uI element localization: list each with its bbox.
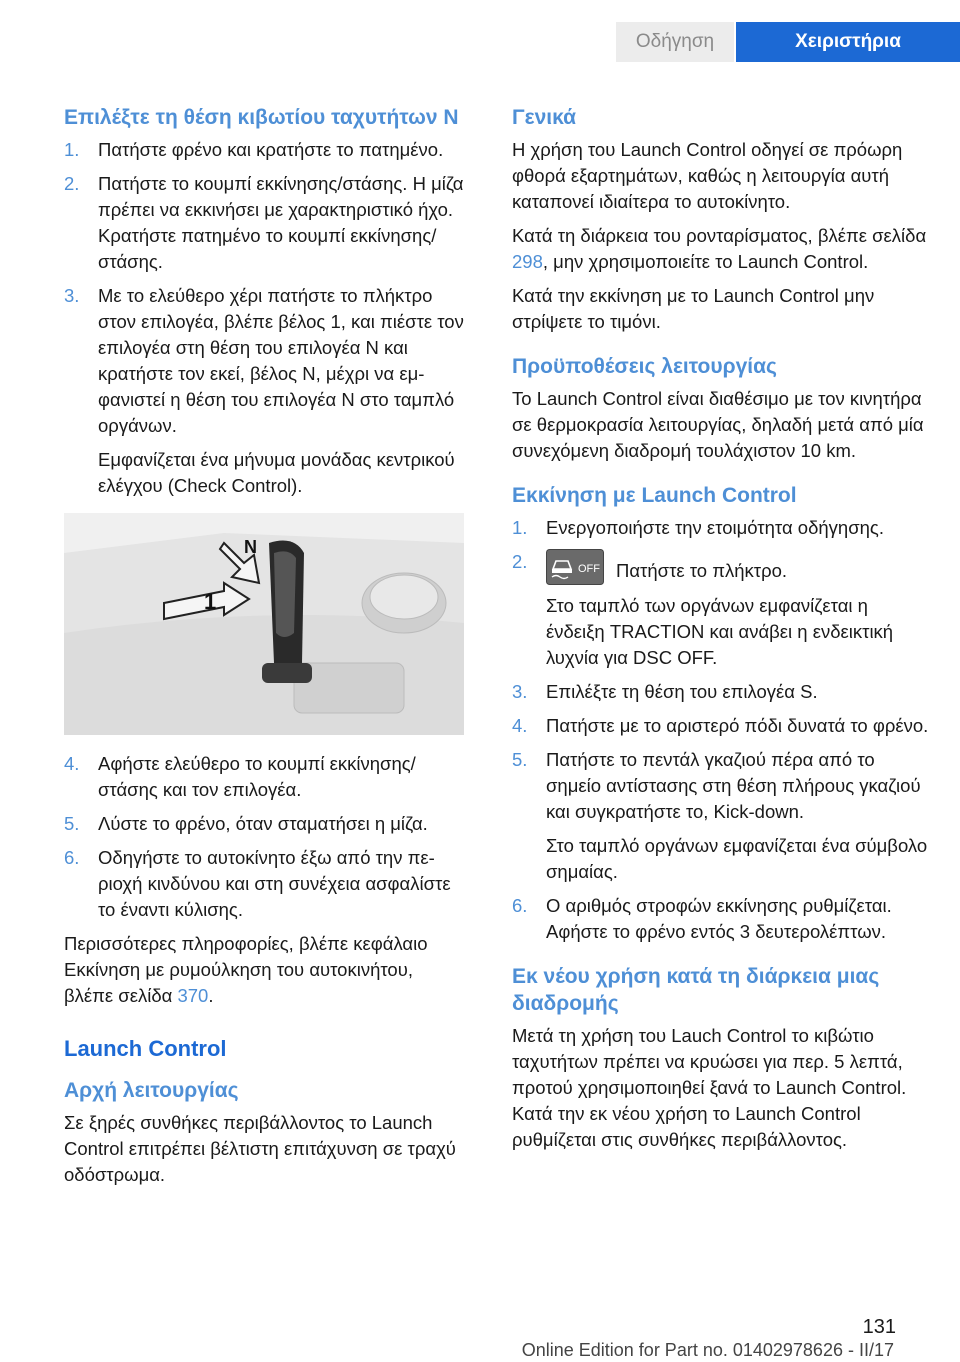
general-p2-end: , μην χρησιμοποιείτε το Launch Control. (542, 251, 869, 272)
step-number: 6. (512, 895, 528, 916)
launch-control-title: Launch Control (64, 1036, 227, 1061)
list-item (64, 845, 464, 923)
list-item (512, 713, 930, 739)
top-bar (0, 22, 960, 62)
list-item (512, 747, 930, 885)
step-number: 1. (512, 517, 528, 538)
step-number: 6. (64, 847, 80, 868)
more-info-text: Περισσότερες πληροφορίες, βλέπε κεφάλαιο Εκκίνηση με ρυμούλκηση του αυτοκινήτου, βλέπε σελίδα (64, 933, 428, 1006)
list-item (64, 171, 464, 275)
step-number: 3. (64, 285, 80, 306)
step-subtext: Στο ταμπλό των οργάνων εμφανίζεται η ένδειξη TRACTION και ανάβει η ενδεικτική λυχνία για DSC OFF. (546, 595, 894, 668)
step-text: Πατήστε φρένο και κρατήστε το πατημένο. (98, 139, 444, 160)
general-p2-text: Κατά τη διάρκεια του ρονταρίσματος, βλέπε σελίδα (512, 225, 927, 246)
step-text: Με το ελεύθερο χέρι πατήστε το πλήκτρο στον επιλογέα, βλέπε βέλος 1, και πιέστε τον επιλογέα στη θέση του επιλογέα N και κρατήστε τον εκεί, βέλος N, μέχρι να εμφανιστεί η θέση του επιλογέα N στο ταμπλό οργάνων. (98, 285, 464, 436)
reuse-text: Μετά τη χρήση του Lauch Control το κιβώτιο ταχυτήτων πρέπει να κρυώσει για περ. 5 λεπτά, προτού χρησιμοποιηθεί ξανά το Launch Control. Κατά την εκ νέου χρήση το Launch Control ρυθμίζεται στις συνθήκες περιβάλλοντος. (512, 1025, 907, 1150)
step-subtext: Στο ταμπλό οργάνων εμφανίζεται ένα σύμβολο σημαίας. (546, 835, 928, 882)
step-text: Πατήστε το κουμπί εκκίνησης/στάσης. Η μίζα πρέπει να εκκινήσει με χαρακτηριστικό ήχο. Κρατήστε πατημένο το κουμπί εκκίνησης/στάσης. (98, 173, 464, 272)
general-paragraph-2 (512, 223, 930, 275)
step-text: Οδηγήστε το αυτοκίνητο έξω από την περιοχή κινδύνου και στη συνέχεια ασφαλίστε το έναντι κύλισης. (98, 847, 451, 920)
principle-title: Αρχή λειτουργίας (64, 1079, 239, 1102)
more-info-end: . (208, 985, 214, 1006)
left-column (64, 104, 464, 1196)
list-item (512, 549, 930, 671)
step-number: 5. (512, 749, 528, 770)
step-number: 3. (512, 681, 528, 702)
start-launch-title: Εκκίνηση με Launch Control (512, 484, 797, 507)
principle-text: Σε ξηρές συνθήκες περιβάλλοντος το Launch Control επιτρέπει βέλτιστη επιτάχυνση σε τραχύ οδόστρωμα. (64, 1112, 456, 1185)
list-item (64, 811, 464, 837)
gear-selector-drawing (64, 513, 464, 735)
list-item (64, 137, 464, 163)
page-number: 131 (862, 1316, 896, 1338)
dsc-off-button-icon (546, 549, 604, 585)
step-text: Ενεργοποιήστε την ετοιμότητα οδήγησης. (546, 517, 884, 538)
arrow-label-1: 1 (204, 589, 217, 614)
list-item (512, 515, 930, 541)
page-link-298[interactable]: 298 (512, 251, 543, 272)
prerequisites-text: Το Launch Control είναι διαθέσιμο με τον κινητήρα σε θερμοκρασία λειτουργίας, δηλαδή μετά από μία συνεχόμενη διαδρομή τουλάχιστον 10 km. (512, 388, 924, 461)
list-item (512, 893, 930, 945)
page-link-370[interactable]: 370 (177, 985, 209, 1006)
step-number: 5. (64, 813, 80, 834)
step-number: 4. (64, 753, 80, 774)
list-item (64, 283, 464, 499)
arrow-label-n: N (244, 537, 257, 557)
edition-footer: Online Edition for Part no. 01402978626 - II/17 (521, 1340, 894, 1360)
tab-driving[interactable]: Οδήγηση (616, 22, 734, 62)
general-paragraph-3: Κατά την εκκίνηση με το Launch Control μην στρίψετε το τιμόνι. (512, 285, 875, 332)
gear-selector-illustration (64, 513, 464, 735)
step-subtext: Εμφανίζεται ένα μήνυμα μονάδας κεντρικού ελέγχου (Check Control). (98, 449, 455, 496)
tab-controls[interactable]: Χειριστήρια (736, 22, 960, 62)
step-number: 2. (64, 173, 80, 194)
step-number: 1. (64, 139, 80, 160)
dsc-off-label: OFF (578, 563, 600, 575)
general-paragraph-1: Η χρήση του Launch Control οδηγεί σε πρόωρη φθορά εξαρτημάτων, καθώς η λειτουργία αυτή καταπονεί ιδιαίτερα το αυτοκίνητο. (512, 139, 903, 212)
reuse-title: Εκ νέου χρήση κατά τη διάρκεια μιας διαδρομής (512, 965, 880, 1015)
list-item (512, 679, 930, 705)
section-title-select-n: Επιλέξτε τη θέση κιβωτίου ταχυτήτων N (64, 106, 459, 129)
steps-list-1 (64, 137, 464, 499)
step-text: Λύστε το φρένο, όταν σταματήσει η μίζα. (98, 813, 428, 834)
step-number: 2. (512, 551, 528, 572)
general-title: Γενικά (512, 106, 577, 129)
prerequisites-title: Προϋποθέσεις λειτουργίας (512, 355, 777, 378)
step-text: Αφήστε ελεύθερο το κουμπί εκκίνησης/ στάσης και τον επιλογέα. (98, 753, 416, 800)
right-column (512, 104, 930, 1161)
steps-list-2 (64, 751, 464, 923)
step-text: Πατήστε το πλήκτρο. (616, 560, 788, 581)
step-text: Ο αριθμός στροφών εκκίνησης ρυθμίζεται. Αφήστε το φρένο εντός 3 δευτερολέπτων. (546, 895, 892, 942)
step-text: Πατήστε με το αριστερό πόδι δυνατά το φρένο. (546, 715, 929, 736)
more-info-paragraph (64, 931, 464, 1009)
step-text: Επιλέξτε τη θέση του επιλογέα S. (546, 681, 818, 702)
step-number: 4. (512, 715, 528, 736)
step-text: Πατήστε το πεντάλ γκαζιού πέρα από το σημείο αντίστασης στη θέση πλήρους γκαζιού και συγκρατήστε το, Kick-down. (546, 749, 921, 822)
list-item (64, 751, 464, 803)
launch-steps-list (512, 515, 930, 945)
